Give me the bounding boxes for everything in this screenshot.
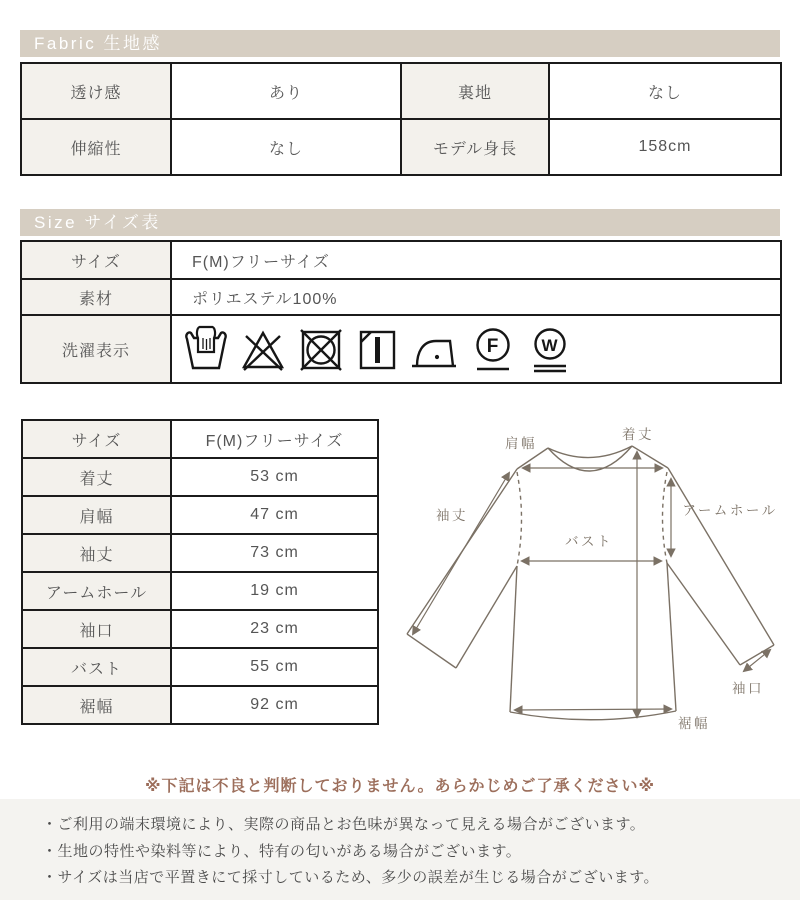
fabric-label: 伸縮性 <box>21 119 171 175</box>
measure-value: 47 cm <box>171 496 378 534</box>
diagram-label-bust: バスト <box>565 534 613 549</box>
diagram-label-shoulder: 肩幅 <box>505 436 537 451</box>
table-row <box>21 119 781 175</box>
note-line: ・生地の特性や染料等により、特有の匂いがある場合がございます。 <box>42 842 522 860</box>
table-row <box>22 686 378 724</box>
fabric-section-header: Fabric 生地感 <box>20 30 780 57</box>
measure-label: アームホール <box>22 572 171 610</box>
fabric-table <box>20 62 782 176</box>
diagram-label-armhole: アームホール <box>682 503 778 518</box>
fabric-label: 裏地 <box>401 63 549 119</box>
fabric-value: なし <box>549 63 781 119</box>
size-section-header: Size サイズ表 <box>20 209 780 236</box>
info-value: F(M)フリーサイズ <box>171 241 781 279</box>
svg-text:W: W <box>541 336 559 355</box>
fabric-value: 158cm <box>549 119 781 175</box>
dry-clean-f-icon <box>471 325 515 373</box>
fabric-label: 透け感 <box>21 63 171 119</box>
diagram-label-sleeve: 袖丈 <box>436 508 468 523</box>
diagram-label-cuff: 袖口 <box>732 681 764 696</box>
table-row <box>22 420 378 458</box>
iron-low-heat-icon <box>410 325 458 373</box>
note-line: ・サイズは当店で平置きにて採寸しているため、多少の誤差が生じる場合がございます。 <box>42 869 660 886</box>
table-row <box>21 279 781 315</box>
info-label: サイズ <box>21 241 171 279</box>
table-row <box>22 458 378 496</box>
table-row <box>22 648 378 686</box>
measurement-arrows <box>413 452 770 717</box>
measure-label: 着丈 <box>22 458 171 496</box>
measure-label: サイズ <box>22 420 171 458</box>
measure-label: 袖丈 <box>22 534 171 572</box>
measure-label: バスト <box>22 648 171 686</box>
hand-wash-icon <box>184 325 228 373</box>
garment-outline <box>407 446 774 720</box>
measure-value: 53 cm <box>171 458 378 496</box>
garment-diagram <box>400 415 800 763</box>
measure-value: 73 cm <box>171 534 378 572</box>
care-label: 洗濯表示 <box>21 315 171 383</box>
diagram-label-hem: 裾幅 <box>678 716 710 731</box>
measurements-table <box>21 419 379 725</box>
measure-value: 23 cm <box>171 610 378 648</box>
measure-value: 92 cm <box>171 686 378 724</box>
table-row <box>22 496 378 534</box>
notes-section <box>0 799 800 900</box>
fabric-value: あり <box>171 63 401 119</box>
care-icons <box>184 325 780 373</box>
measure-label: 袖口 <box>22 610 171 648</box>
table-row <box>22 572 378 610</box>
dry-in-shade-icon <box>357 325 397 373</box>
table-row <box>22 610 378 648</box>
measure-label: 裾幅 <box>22 686 171 724</box>
table-row <box>21 63 781 119</box>
do-not-tumble-dry-icon <box>298 325 344 373</box>
measure-label: 肩幅 <box>22 496 171 534</box>
measure-value: 19 cm <box>171 572 378 610</box>
table-row <box>21 315 781 383</box>
table-row <box>21 241 781 279</box>
svg-text:F: F <box>486 336 500 357</box>
disclaimer-title: ※下記は不良と判断しておりません。あらかじめご了承ください※ <box>144 778 656 795</box>
wet-clean-w-icon <box>528 325 572 373</box>
measure-value: F(M)フリーサイズ <box>171 420 378 458</box>
note-line: ・ご利用の端末環境により、実際の商品とお色味が異なって見える場合がございます。 <box>42 816 646 833</box>
fabric-value: なし <box>171 119 401 175</box>
do-not-bleach-icon <box>241 325 285 373</box>
measure-value: 55 cm <box>171 648 378 686</box>
info-value: ポリエステル100% <box>171 279 781 315</box>
diagram-label-length: 着丈 <box>622 427 654 442</box>
size-info-table <box>20 240 782 384</box>
care-icons-cell <box>171 315 781 383</box>
info-label: 素材 <box>21 279 171 315</box>
table-row <box>22 534 378 572</box>
fabric-label: モデル身長 <box>401 119 549 175</box>
